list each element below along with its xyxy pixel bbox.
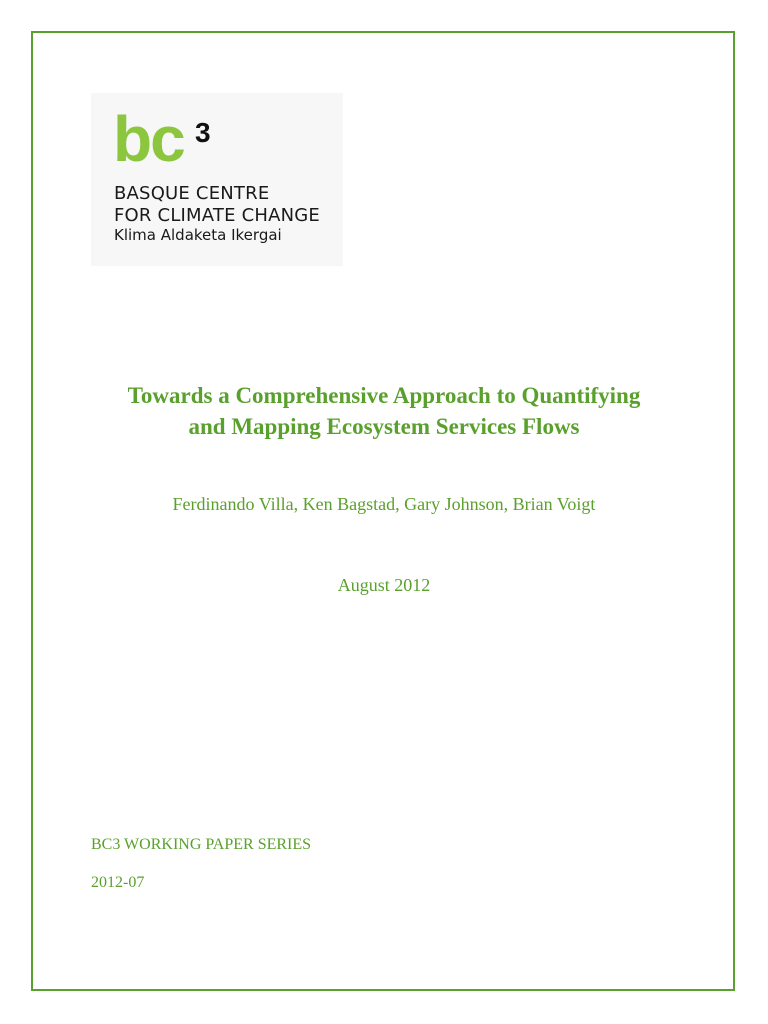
logo-superscript: 3 [195, 117, 211, 148]
logo-text-line-2: FOR CLIMATE CHANGE [114, 205, 320, 226]
paper-title-line-2: and Mapping Ecosystem Services Flows [188, 414, 580, 439]
bc3-logo [91, 93, 343, 266]
logo-mark: bc [113, 103, 184, 175]
paper-title [60, 380, 708, 442]
series-name: BC3 WORKING PAPER SERIES [91, 836, 312, 853]
publication-date: August 2012 [337, 575, 431, 595]
authors: Ferdinando Villa, Ken Bagstad, Gary Johnson, Brian Voigt [172, 494, 596, 514]
series-number: 2012-07 [91, 874, 145, 891]
paper-title-line-1: Towards a Comprehensive Approach to Quantifying [127, 383, 641, 408]
logo-text-line-1: BASQUE CENTRE [114, 183, 270, 204]
logo-text-line-3: Klima Aldaketa Ikergai [114, 226, 282, 244]
